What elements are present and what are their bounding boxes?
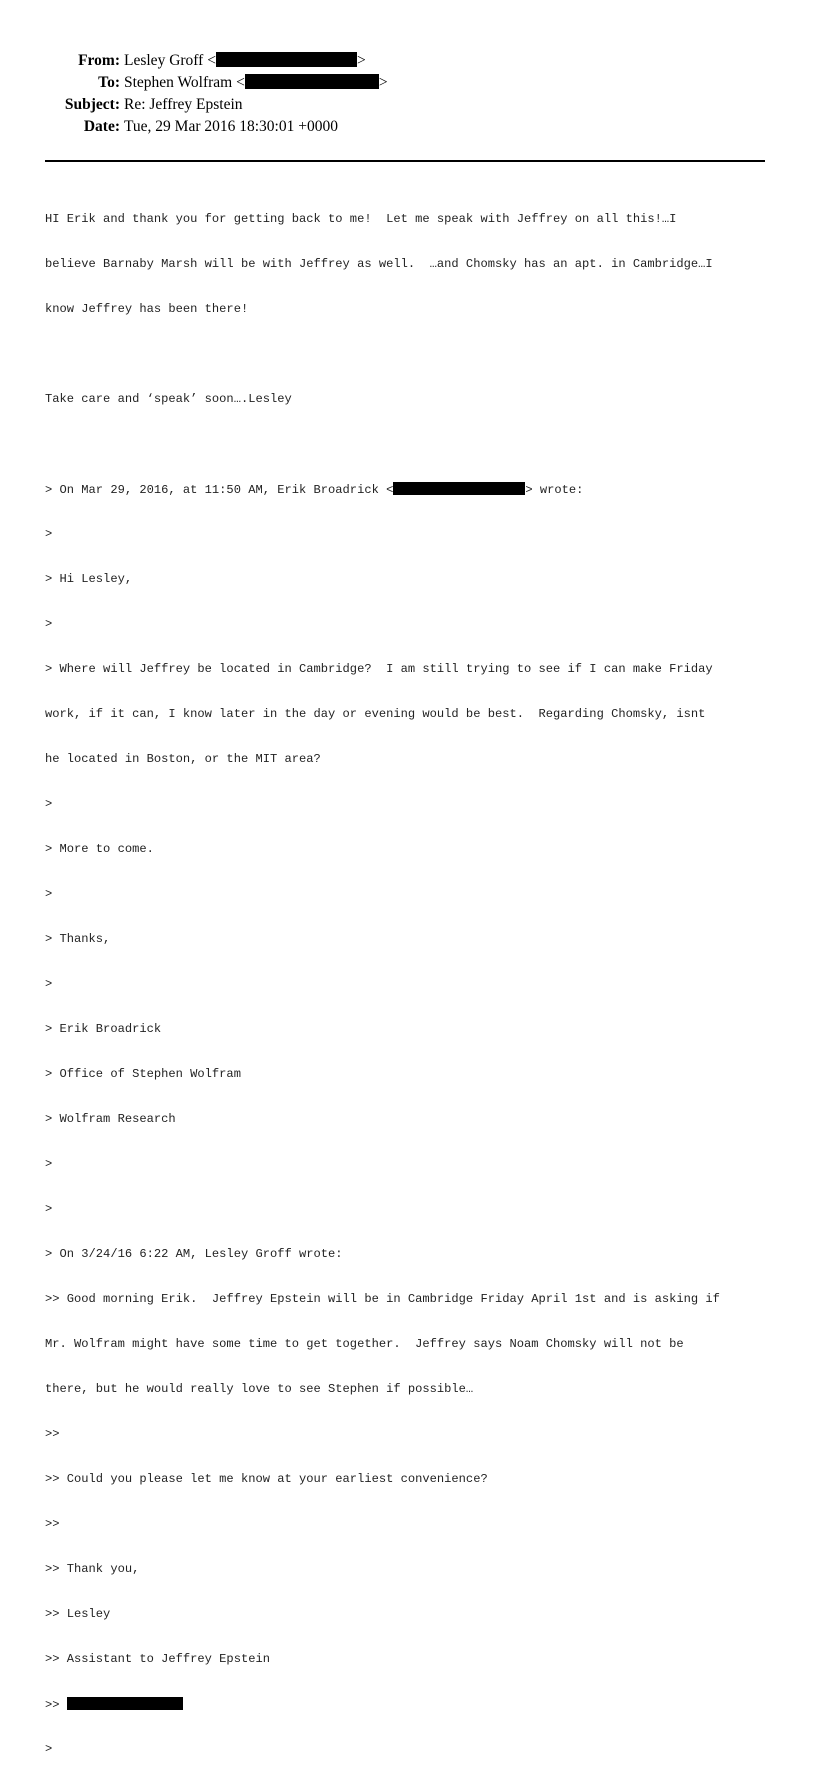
- subject-value: Re: Jeffrey Epstein: [124, 96, 243, 113]
- redaction-box: [67, 1697, 183, 1710]
- to-end: >: [378, 74, 388, 91]
- header-divider: [45, 160, 765, 162]
- quote-text: >>: [45, 1698, 67, 1712]
- quote-line: [45, 482, 775, 497]
- quote-line: >> Assistant to Jeffrey Epstein: [45, 1652, 270, 1666]
- from-end: >: [356, 52, 366, 69]
- blank-line: [45, 437, 775, 452]
- quote-line: work, if it can, I know later in the day or evening would be best. Regarding Chomsky, isnt: [45, 707, 706, 721]
- quote-line: > More to come.: [45, 842, 154, 856]
- quote-line: > Hi Lesley,: [45, 572, 133, 586]
- redaction-box: [245, 74, 379, 89]
- quote-line: > Erik Broadrick: [45, 1022, 162, 1036]
- quote-line: >: [45, 1202, 53, 1216]
- quote-line: >: [45, 1742, 53, 1756]
- body-line: HI Erik and thank you for getting back to me! Let me speak with Jeffrey on all this!…I: [45, 212, 677, 226]
- quote-line: > Thanks,: [45, 932, 111, 946]
- from-row: [0, 52, 816, 74]
- body-line: Take care and ‘speak’ soon….Lesley: [45, 392, 292, 406]
- from-label: From:: [78, 52, 120, 69]
- body-line: believe Barnaby Marsh will be with Jeffrey as well. …and Chomsky has an apt. in Cambridge…I: [45, 257, 713, 271]
- subject-label: Subject:: [64, 96, 120, 113]
- quote-line: >> Thank you,: [45, 1562, 140, 1576]
- quote-line: > Wolfram Research: [45, 1112, 176, 1126]
- quote-line: >: [45, 617, 53, 631]
- from-name: Lesley Groff <: [124, 52, 216, 69]
- quote-line: >> Could you please let me know at your earliest convenience?: [45, 1472, 488, 1486]
- quote-text: > On Mar 29, 2016, at 11:50 AM, Erik Broadrick <: [45, 483, 394, 497]
- quote-text: > wrote:: [525, 483, 584, 497]
- from-value: [124, 52, 366, 70]
- blank-line: [45, 347, 775, 362]
- email-body: [45, 182, 775, 1772]
- quote-line: Mr. Wolfram might have some time to get together. Jeffrey says Noam Chomsky will not be: [45, 1337, 684, 1351]
- quote-line: > On 3/24/16 6:22 AM, Lesley Groff wrote:: [45, 1247, 343, 1261]
- date-value: Tue, 29 Mar 2016 18:30:01 +0000: [124, 118, 338, 135]
- date-row: [0, 118, 816, 140]
- quote-line: >: [45, 527, 53, 541]
- quote-line: there, but he would really love to see Stephen if possible…: [45, 1382, 474, 1396]
- email-header: [0, 52, 816, 140]
- quote-line: >> Good morning Erik. Jeffrey Epstein will be in Cambridge Friday April 1st and is asking if: [45, 1292, 720, 1306]
- quote-line: [45, 1697, 775, 1712]
- to-row: [0, 74, 816, 96]
- to-name: Stephen Wolfram <: [124, 74, 245, 91]
- quote-line: >: [45, 887, 53, 901]
- quote-line: > Office of Stephen Wolfram: [45, 1067, 241, 1081]
- subject-row: [0, 96, 816, 118]
- quote-line: >: [45, 977, 53, 991]
- to-value: [124, 74, 388, 92]
- body-line: know Jeffrey has been there!: [45, 302, 249, 316]
- redaction-box: [393, 482, 525, 495]
- quote-line: > Where will Jeffrey be located in Cambridge? I am still trying to see if I can make Friday: [45, 662, 713, 676]
- quote-line: he located in Boston, or the MIT area?: [45, 752, 321, 766]
- quote-line: >: [45, 1157, 53, 1171]
- to-label: To:: [98, 74, 120, 91]
- quote-line: >>: [45, 1517, 60, 1531]
- quote-line: >> Lesley: [45, 1607, 111, 1621]
- quote-line: >>: [45, 1427, 60, 1441]
- redaction-box: [216, 52, 357, 67]
- date-label: Date:: [83, 118, 120, 135]
- quote-line: >: [45, 797, 53, 811]
